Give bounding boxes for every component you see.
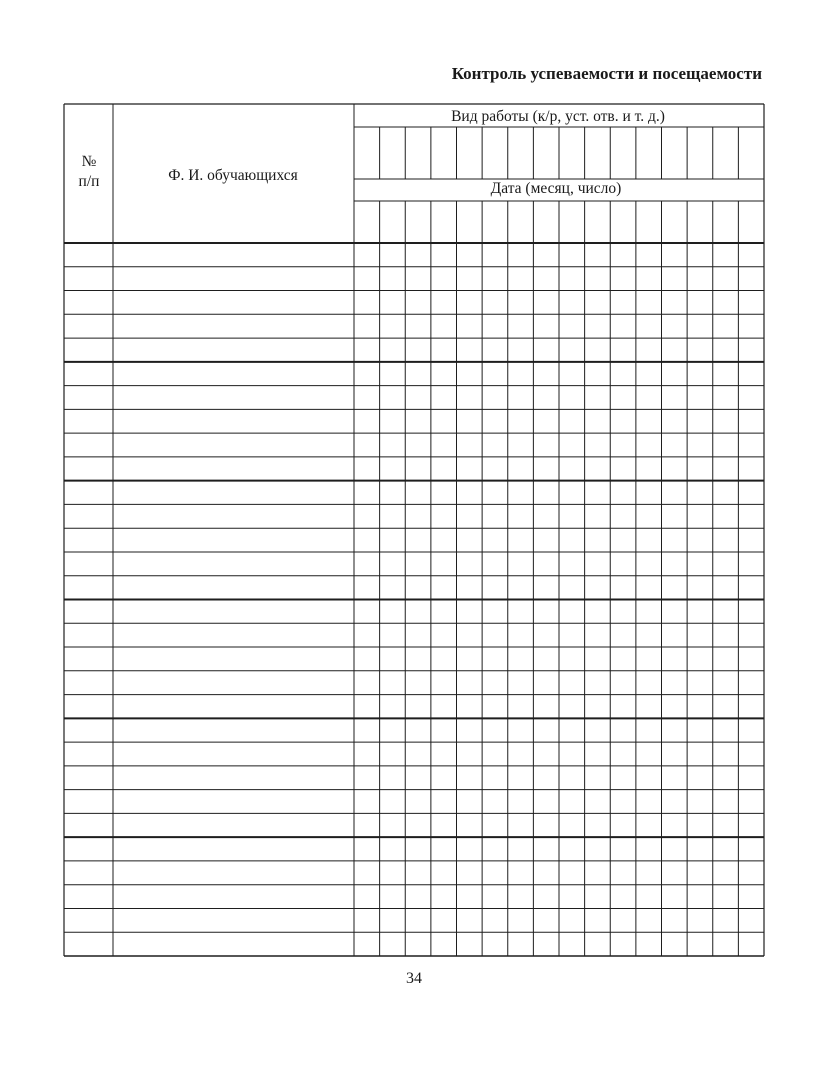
page-number: 34 (406, 970, 422, 987)
page-title: Контроль успеваемости и посещаемости (451, 64, 762, 83)
number-abbrev: п/п (78, 173, 100, 190)
work-type-header: Вид работы (к/р, уст. отв. и т. д.) (448, 108, 668, 126)
number-column-header (64, 152, 114, 192)
name-column-header: Ф. И. обучающихся (168, 167, 298, 184)
date-header: Дата (месяц, число) (488, 180, 625, 198)
number-symbol: № (81, 153, 97, 170)
